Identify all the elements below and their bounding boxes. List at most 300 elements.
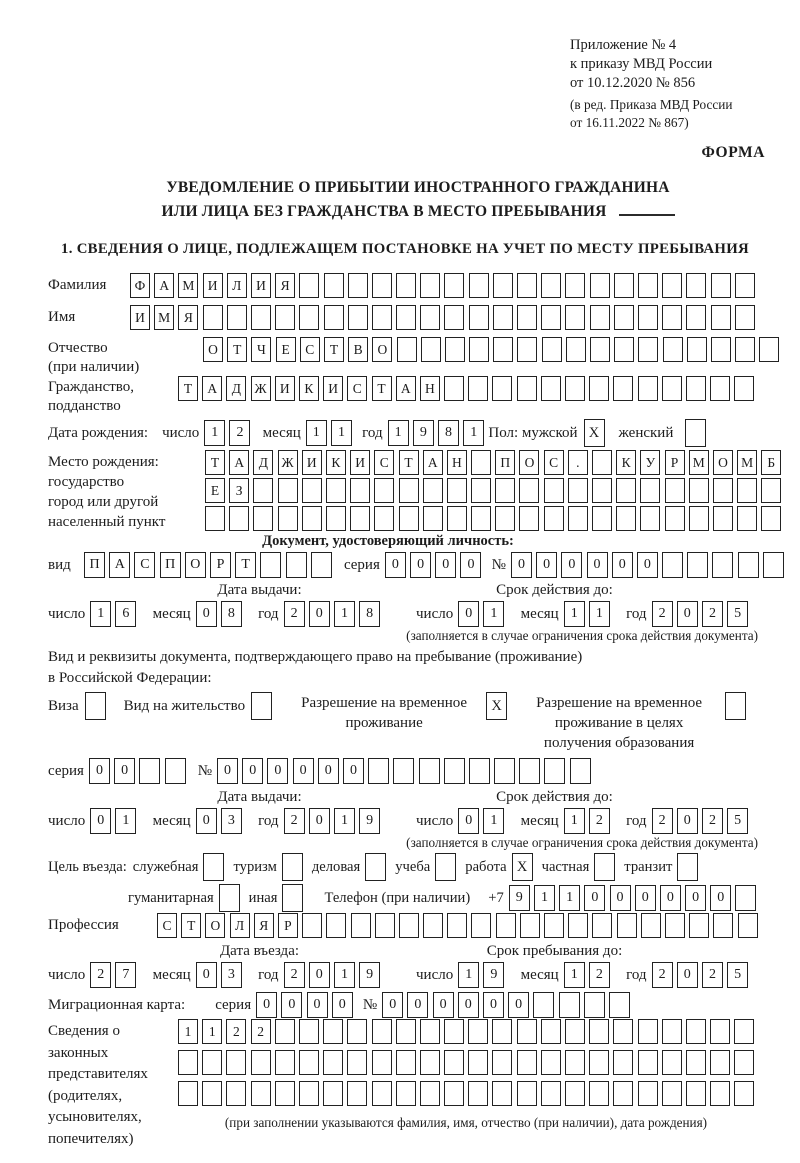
char-cell[interactable]: 1 <box>331 420 352 446</box>
char-cell[interactable] <box>544 913 564 938</box>
char-cell[interactable] <box>584 992 605 1018</box>
char-cell[interactable]: О <box>519 450 539 475</box>
char-cell[interactable]: В <box>348 337 368 362</box>
char-cell[interactable]: С <box>134 552 155 578</box>
char-cell[interactable]: П <box>84 552 105 578</box>
char-cell[interactable]: 6 <box>115 601 136 627</box>
purpose-tourism-checkbox[interactable] <box>282 853 303 881</box>
char-cell[interactable] <box>299 305 319 330</box>
char-cell[interactable] <box>423 506 443 531</box>
char-cell[interactable]: 0 <box>710 885 731 911</box>
char-cell[interactable] <box>471 478 491 503</box>
char-cell[interactable]: П <box>160 552 181 578</box>
char-cell[interactable] <box>662 305 682 330</box>
char-cell[interactable]: 1 <box>178 1019 198 1044</box>
char-cell[interactable] <box>471 913 491 938</box>
char-cell[interactable]: 0 <box>610 885 631 911</box>
char-cell[interactable]: 5 <box>727 808 748 834</box>
char-cell[interactable] <box>686 1081 706 1106</box>
char-cell[interactable] <box>253 506 273 531</box>
char-cell[interactable] <box>590 337 610 362</box>
char-cell[interactable] <box>689 506 709 531</box>
purpose-other-checkbox[interactable] <box>282 884 303 912</box>
char-cell[interactable] <box>589 1019 609 1044</box>
char-cell[interactable]: И <box>203 273 223 298</box>
char-cell[interactable] <box>542 337 562 362</box>
char-cell[interactable]: 1 <box>334 808 355 834</box>
char-cell[interactable] <box>689 913 709 938</box>
char-cell[interactable]: 0 <box>196 601 217 627</box>
char-cell[interactable] <box>323 1050 343 1075</box>
char-cell[interactable]: 0 <box>433 992 454 1018</box>
char-cell[interactable]: 0 <box>242 758 263 784</box>
char-cell[interactable] <box>517 305 537 330</box>
char-cell[interactable] <box>662 273 682 298</box>
char-cell[interactable]: Я <box>178 305 198 330</box>
char-cell[interactable] <box>686 1019 706 1044</box>
char-cell[interactable] <box>492 376 512 401</box>
char-cell[interactable] <box>541 376 561 401</box>
char-cell[interactable]: И <box>350 450 370 475</box>
char-cell[interactable]: 0 <box>660 885 681 911</box>
char-cell[interactable] <box>165 758 186 784</box>
temporary-residence-education-checkbox[interactable] <box>725 692 746 720</box>
char-cell[interactable] <box>589 1081 609 1106</box>
char-cell[interactable] <box>444 1081 464 1106</box>
char-cell[interactable]: 0 <box>217 758 238 784</box>
char-cell[interactable] <box>178 1050 198 1075</box>
char-cell[interactable]: 1 <box>483 808 504 834</box>
char-cell[interactable]: Д <box>253 450 273 475</box>
char-cell[interactable]: 1 <box>388 420 409 446</box>
char-cell[interactable]: 9 <box>413 420 434 446</box>
char-cell[interactable] <box>350 478 370 503</box>
char-cell[interactable] <box>544 506 564 531</box>
char-cell[interactable]: Б <box>761 450 781 475</box>
char-cell[interactable] <box>275 305 295 330</box>
char-cell[interactable] <box>251 305 271 330</box>
char-cell[interactable] <box>396 1050 416 1075</box>
char-cell[interactable] <box>323 1081 343 1106</box>
char-cell[interactable]: 0 <box>343 758 364 784</box>
char-cell[interactable]: Т <box>181 913 201 938</box>
char-cell[interactable]: О <box>372 337 392 362</box>
char-cell[interactable] <box>396 1019 416 1044</box>
char-cell[interactable] <box>275 1050 295 1075</box>
purpose-humanitarian-checkbox[interactable] <box>219 884 240 912</box>
char-cell[interactable] <box>229 506 249 531</box>
char-cell[interactable] <box>568 913 588 938</box>
char-cell[interactable]: Е <box>276 337 296 362</box>
char-cell[interactable] <box>299 1019 319 1044</box>
char-cell[interactable] <box>492 1050 512 1075</box>
char-cell[interactable]: З <box>229 478 249 503</box>
char-cell[interactable] <box>711 337 731 362</box>
char-cell[interactable]: Т <box>399 450 419 475</box>
char-cell[interactable]: 0 <box>536 552 557 578</box>
char-cell[interactable]: Л <box>230 913 250 938</box>
char-cell[interactable]: М <box>689 450 709 475</box>
char-cell[interactable] <box>713 478 733 503</box>
char-cell[interactable] <box>420 273 440 298</box>
char-cell[interactable] <box>568 506 588 531</box>
char-cell[interactable]: С <box>374 450 394 475</box>
char-cell[interactable]: Ж <box>278 450 298 475</box>
char-cell[interactable] <box>565 305 585 330</box>
char-cell[interactable] <box>393 758 414 784</box>
char-cell[interactable]: 1 <box>564 808 585 834</box>
char-cell[interactable]: 0 <box>309 601 330 627</box>
char-cell[interactable]: Р <box>278 913 298 938</box>
char-cell[interactable] <box>638 1050 658 1075</box>
char-cell[interactable]: А <box>154 273 174 298</box>
char-cell[interactable]: 2 <box>652 808 673 834</box>
char-cell[interactable]: 0 <box>435 552 456 578</box>
char-cell[interactable] <box>609 992 630 1018</box>
char-cell[interactable] <box>589 1050 609 1075</box>
char-cell[interactable]: 0 <box>309 808 330 834</box>
char-cell[interactable]: 1 <box>90 601 111 627</box>
char-cell[interactable]: 0 <box>196 962 217 988</box>
char-cell[interactable] <box>299 273 319 298</box>
purpose-work-checkbox[interactable]: X <box>512 853 533 881</box>
char-cell[interactable] <box>544 478 564 503</box>
char-cell[interactable] <box>712 552 733 578</box>
char-cell[interactable]: Д <box>226 376 246 401</box>
char-cell[interactable] <box>613 1081 633 1106</box>
char-cell[interactable] <box>444 1050 464 1075</box>
char-cell[interactable] <box>517 273 537 298</box>
char-cell[interactable] <box>372 305 392 330</box>
char-cell[interactable] <box>614 337 634 362</box>
char-cell[interactable]: 0 <box>89 758 110 784</box>
char-cell[interactable]: А <box>396 376 416 401</box>
char-cell[interactable] <box>761 506 781 531</box>
char-cell[interactable] <box>641 913 661 938</box>
purpose-private-checkbox[interactable] <box>594 853 615 881</box>
char-cell[interactable]: И <box>130 305 150 330</box>
char-cell[interactable] <box>260 552 281 578</box>
char-cell[interactable] <box>617 913 637 938</box>
char-cell[interactable] <box>447 478 467 503</box>
char-cell[interactable] <box>686 1050 706 1075</box>
char-cell[interactable]: 2 <box>226 1019 246 1044</box>
char-cell[interactable] <box>616 506 636 531</box>
char-cell[interactable] <box>686 305 706 330</box>
char-cell[interactable] <box>687 552 708 578</box>
char-cell[interactable]: И <box>251 273 271 298</box>
char-cell[interactable] <box>350 506 370 531</box>
char-cell[interactable] <box>592 506 612 531</box>
char-cell[interactable] <box>638 1081 658 1106</box>
char-cell[interactable] <box>324 273 344 298</box>
char-cell[interactable] <box>689 478 709 503</box>
char-cell[interactable] <box>495 506 515 531</box>
char-cell[interactable]: Ф <box>130 273 150 298</box>
char-cell[interactable] <box>492 1019 512 1044</box>
char-cell[interactable] <box>311 552 332 578</box>
char-cell[interactable] <box>396 1081 416 1106</box>
char-cell[interactable]: А <box>109 552 130 578</box>
char-cell[interactable] <box>496 913 516 938</box>
char-cell[interactable]: 0 <box>385 552 406 578</box>
char-cell[interactable] <box>614 273 634 298</box>
char-cell[interactable]: Н <box>420 376 440 401</box>
char-cell[interactable] <box>420 1050 440 1075</box>
residence-permit-checkbox[interactable] <box>251 692 272 720</box>
char-cell[interactable] <box>665 506 685 531</box>
char-cell[interactable] <box>372 1019 392 1044</box>
char-cell[interactable] <box>613 376 633 401</box>
char-cell[interactable] <box>372 1081 392 1106</box>
char-cell[interactable] <box>662 1019 682 1044</box>
char-cell[interactable] <box>763 552 784 578</box>
char-cell[interactable] <box>468 1081 488 1106</box>
char-cell[interactable]: 2 <box>702 808 723 834</box>
char-cell[interactable] <box>302 913 322 938</box>
char-cell[interactable]: М <box>737 450 757 475</box>
char-cell[interactable]: 0 <box>483 992 504 1018</box>
char-cell[interactable] <box>519 506 539 531</box>
char-cell[interactable]: 2 <box>702 962 723 988</box>
char-cell[interactable] <box>469 305 489 330</box>
char-cell[interactable]: 0 <box>332 992 353 1018</box>
char-cell[interactable]: С <box>347 376 367 401</box>
char-cell[interactable] <box>517 337 537 362</box>
char-cell[interactable] <box>592 913 612 938</box>
char-cell[interactable] <box>665 913 685 938</box>
char-cell[interactable]: 0 <box>293 758 314 784</box>
char-cell[interactable]: 1 <box>463 420 484 446</box>
char-cell[interactable] <box>541 305 561 330</box>
char-cell[interactable]: 8 <box>359 601 380 627</box>
char-cell[interactable] <box>396 305 416 330</box>
char-cell[interactable] <box>471 506 491 531</box>
char-cell[interactable]: 0 <box>584 885 605 911</box>
char-cell[interactable]: А <box>423 450 443 475</box>
char-cell[interactable]: 0 <box>114 758 135 784</box>
char-cell[interactable] <box>278 478 298 503</box>
char-cell[interactable]: 0 <box>309 962 330 988</box>
char-cell[interactable] <box>374 478 394 503</box>
char-cell[interactable] <box>444 376 464 401</box>
char-cell[interactable] <box>251 1081 271 1106</box>
char-cell[interactable] <box>399 506 419 531</box>
char-cell[interactable]: 1 <box>534 885 555 911</box>
char-cell[interactable] <box>616 478 636 503</box>
char-cell[interactable] <box>251 1050 271 1075</box>
char-cell[interactable] <box>275 1019 295 1044</box>
char-cell[interactable] <box>420 1081 440 1106</box>
char-cell[interactable]: Т <box>372 376 392 401</box>
char-cell[interactable] <box>447 913 467 938</box>
char-cell[interactable] <box>710 1019 730 1044</box>
char-cell[interactable] <box>421 337 441 362</box>
char-cell[interactable] <box>735 337 755 362</box>
char-cell[interactable] <box>517 1019 537 1044</box>
char-cell[interactable] <box>570 758 591 784</box>
char-cell[interactable]: 0 <box>637 552 658 578</box>
char-cell[interactable] <box>444 305 464 330</box>
char-cell[interactable] <box>638 376 658 401</box>
char-cell[interactable]: 2 <box>284 962 305 988</box>
char-cell[interactable] <box>445 337 465 362</box>
char-cell[interactable]: 1 <box>334 962 355 988</box>
char-cell[interactable] <box>374 506 394 531</box>
visa-checkbox[interactable] <box>85 692 106 720</box>
char-cell[interactable] <box>517 376 537 401</box>
char-cell[interactable] <box>372 273 392 298</box>
char-cell[interactable] <box>735 273 755 298</box>
char-cell[interactable] <box>638 1019 658 1044</box>
char-cell[interactable] <box>638 305 658 330</box>
char-cell[interactable]: Р <box>665 450 685 475</box>
char-cell[interactable]: 0 <box>458 808 479 834</box>
char-cell[interactable]: 3 <box>221 962 242 988</box>
char-cell[interactable]: Т <box>178 376 198 401</box>
char-cell[interactable] <box>565 376 585 401</box>
char-cell[interactable]: 2 <box>589 808 610 834</box>
char-cell[interactable] <box>614 305 634 330</box>
char-cell[interactable] <box>468 376 488 401</box>
char-cell[interactable]: 0 <box>281 992 302 1018</box>
char-cell[interactable] <box>139 758 160 784</box>
temporary-residence-checkbox[interactable]: X <box>486 692 507 720</box>
char-cell[interactable]: 0 <box>407 992 428 1018</box>
char-cell[interactable] <box>738 552 759 578</box>
char-cell[interactable]: 1 <box>306 420 327 446</box>
char-cell[interactable] <box>559 992 580 1018</box>
char-cell[interactable]: Ч <box>251 337 271 362</box>
char-cell[interactable] <box>348 305 368 330</box>
char-cell[interactable] <box>663 337 683 362</box>
char-cell[interactable] <box>420 305 440 330</box>
char-cell[interactable]: Н <box>447 450 467 475</box>
char-cell[interactable]: И <box>323 376 343 401</box>
char-cell[interactable]: Р <box>210 552 231 578</box>
char-cell[interactable]: М <box>178 273 198 298</box>
char-cell[interactable] <box>203 305 223 330</box>
char-cell[interactable] <box>419 758 440 784</box>
char-cell[interactable]: Я <box>275 273 295 298</box>
char-cell[interactable] <box>711 273 731 298</box>
char-cell[interactable] <box>324 305 344 330</box>
char-cell[interactable] <box>541 1081 561 1106</box>
char-cell[interactable] <box>710 1050 730 1075</box>
char-cell[interactable]: 0 <box>256 992 277 1018</box>
char-cell[interactable] <box>396 273 416 298</box>
char-cell[interactable] <box>590 305 610 330</box>
char-cell[interactable]: 0 <box>677 808 698 834</box>
char-cell[interactable] <box>471 450 491 475</box>
char-cell[interactable] <box>519 478 539 503</box>
char-cell[interactable] <box>517 1050 537 1075</box>
char-cell[interactable] <box>565 1050 585 1075</box>
char-cell[interactable]: 0 <box>587 552 608 578</box>
char-cell[interactable] <box>493 337 513 362</box>
char-cell[interactable] <box>566 337 586 362</box>
char-cell[interactable] <box>286 552 307 578</box>
char-cell[interactable] <box>347 1019 367 1044</box>
char-cell[interactable] <box>253 478 273 503</box>
char-cell[interactable] <box>713 506 733 531</box>
char-cell[interactable] <box>541 273 561 298</box>
char-cell[interactable] <box>710 376 730 401</box>
char-cell[interactable]: 0 <box>458 992 479 1018</box>
char-cell[interactable] <box>590 273 610 298</box>
char-cell[interactable] <box>348 273 368 298</box>
char-cell[interactable] <box>640 506 660 531</box>
char-cell[interactable] <box>592 478 612 503</box>
char-cell[interactable] <box>710 1081 730 1106</box>
char-cell[interactable] <box>226 1081 246 1106</box>
char-cell[interactable] <box>541 1019 561 1044</box>
char-cell[interactable]: Т <box>205 450 225 475</box>
char-cell[interactable]: 2 <box>652 962 673 988</box>
char-cell[interactable] <box>493 273 513 298</box>
char-cell[interactable] <box>495 478 515 503</box>
char-cell[interactable]: 2 <box>284 808 305 834</box>
char-cell[interactable] <box>278 506 298 531</box>
char-cell[interactable] <box>541 1050 561 1075</box>
char-cell[interactable] <box>468 1019 488 1044</box>
char-cell[interactable] <box>420 1019 440 1044</box>
char-cell[interactable] <box>565 1081 585 1106</box>
char-cell[interactable] <box>759 337 779 362</box>
char-cell[interactable] <box>711 305 731 330</box>
char-cell[interactable]: 0 <box>561 552 582 578</box>
char-cell[interactable]: 9 <box>509 885 530 911</box>
char-cell[interactable]: 8 <box>438 420 459 446</box>
char-cell[interactable]: 1 <box>589 601 610 627</box>
char-cell[interactable] <box>737 506 757 531</box>
char-cell[interactable]: С <box>300 337 320 362</box>
char-cell[interactable]: К <box>326 450 346 475</box>
char-cell[interactable]: 2 <box>589 962 610 988</box>
char-cell[interactable] <box>351 913 371 938</box>
char-cell[interactable]: 8 <box>221 601 242 627</box>
char-cell[interactable]: А <box>229 450 249 475</box>
char-cell[interactable] <box>469 337 489 362</box>
char-cell[interactable]: 0 <box>458 601 479 627</box>
char-cell[interactable]: 2 <box>284 601 305 627</box>
char-cell[interactable] <box>533 992 554 1018</box>
char-cell[interactable]: 1 <box>115 808 136 834</box>
char-cell[interactable] <box>423 913 443 938</box>
char-cell[interactable]: . <box>568 450 588 475</box>
char-cell[interactable] <box>399 913 419 938</box>
char-cell[interactable]: 0 <box>460 552 481 578</box>
purpose-study-checkbox[interactable] <box>435 853 456 881</box>
char-cell[interactable]: 0 <box>307 992 328 1018</box>
purpose-official-checkbox[interactable] <box>203 853 224 881</box>
char-cell[interactable]: 9 <box>359 808 380 834</box>
char-cell[interactable]: 2 <box>251 1019 271 1044</box>
char-cell[interactable] <box>372 1050 392 1075</box>
char-cell[interactable] <box>447 506 467 531</box>
char-cell[interactable] <box>347 1081 367 1106</box>
char-cell[interactable] <box>638 337 658 362</box>
char-cell[interactable] <box>568 478 588 503</box>
char-cell[interactable]: Я <box>254 913 274 938</box>
char-cell[interactable] <box>734 1019 754 1044</box>
char-cell[interactable] <box>737 478 757 503</box>
char-cell[interactable]: 3 <box>221 808 242 834</box>
purpose-transit-checkbox[interactable] <box>677 853 698 881</box>
char-cell[interactable] <box>662 552 683 578</box>
char-cell[interactable]: М <box>154 305 174 330</box>
char-cell[interactable] <box>492 1081 512 1106</box>
